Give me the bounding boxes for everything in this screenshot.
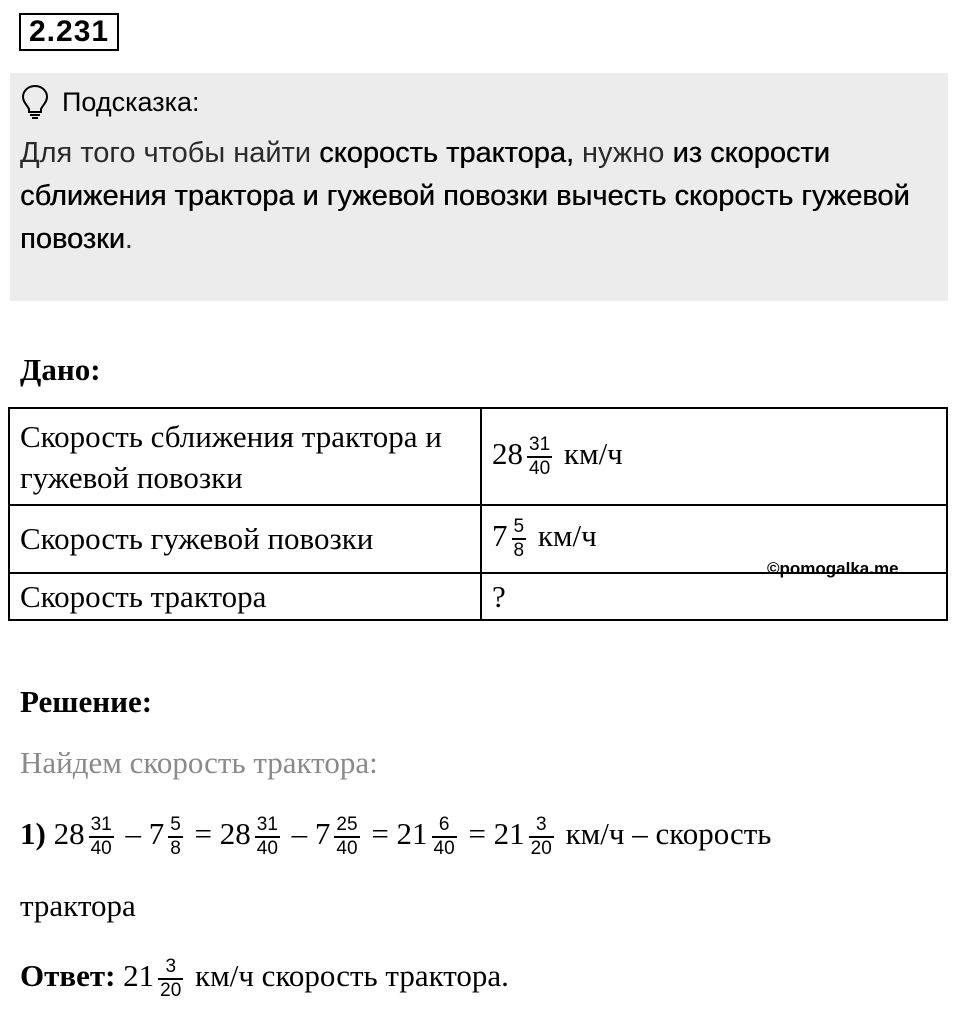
fraction-whole: 7	[314, 816, 331, 851]
fraction-whole: 21	[123, 958, 155, 993]
fraction-whole: 7	[492, 518, 508, 554]
fraction-numerator: 31	[527, 434, 552, 458]
watermark: ©pomogalka.me	[767, 559, 899, 578]
fraction-whole: 21	[396, 816, 428, 851]
unit: км/ч	[537, 518, 597, 554]
step-expression	[53, 813, 558, 859]
given-row-name: Скорость сближения трактора и гужевой повозки	[9, 408, 481, 505]
fraction-whole: 7	[148, 816, 165, 851]
operator: =	[363, 816, 397, 851]
fraction-numerator: 31	[255, 814, 280, 838]
given-row-name: Скорость трактора	[9, 573, 481, 620]
given-label: Дано:	[20, 352, 101, 387]
operator: –	[117, 816, 149, 851]
table-row	[9, 408, 947, 505]
fraction-whole: 28	[53, 816, 85, 851]
fraction-whole: 28	[219, 816, 251, 851]
fraction-denominator: 40	[529, 457, 551, 479]
fraction-numerator: 3	[529, 814, 554, 838]
given-table	[8, 407, 948, 621]
fraction	[529, 814, 554, 860]
operator: =	[186, 816, 220, 851]
fraction-denominator: 40	[256, 837, 278, 859]
fraction	[158, 956, 183, 1002]
lightbulb-icon	[20, 84, 50, 120]
fraction-denominator: 8	[170, 837, 181, 859]
fraction-numerator: 31	[89, 814, 114, 838]
fraction-denominator: 20	[160, 979, 182, 1001]
fraction-numerator: 6	[432, 814, 457, 838]
fraction-whole: 28	[492, 436, 523, 472]
fraction	[512, 516, 527, 562]
given-row-value	[481, 408, 947, 505]
step-intro: Найдем скорость трактора:	[20, 745, 378, 780]
given-row-name: Скорость гужевой повозки	[9, 505, 481, 573]
operator: =	[460, 816, 494, 851]
fraction-whole: 21	[493, 816, 525, 851]
fraction	[255, 814, 280, 860]
given-row-value: ?	[481, 573, 947, 620]
answer-label: Ответ:	[20, 958, 116, 993]
fraction	[432, 814, 457, 860]
fraction-numerator: 5	[512, 516, 527, 540]
fraction-numerator: 5	[168, 814, 183, 838]
fraction	[527, 434, 552, 480]
fraction-denominator: 20	[530, 837, 552, 859]
answer	[20, 946, 509, 1006]
problem-number: 2.231	[19, 13, 119, 51]
fraction-denominator: 40	[433, 837, 455, 859]
fraction-denominator: 40	[336, 837, 358, 859]
hint-title-text: Подсказка:	[62, 86, 200, 117]
hint-segment: нужно	[573, 137, 673, 169]
answer-tail: км/ч скорость трактора.	[195, 958, 509, 993]
unit: км/ч	[563, 436, 623, 472]
hint-segment: Для того чтобы найти	[20, 137, 320, 169]
fraction-denominator: 8	[513, 540, 525, 561]
hint-segment: .	[124, 223, 133, 255]
hint-text	[20, 132, 930, 261]
operator: –	[283, 816, 315, 851]
step-label: 1)	[20, 816, 46, 851]
fraction-numerator: 25	[334, 814, 359, 838]
fraction	[89, 814, 114, 860]
solution-label: Решение:	[20, 684, 153, 719]
fraction	[334, 814, 359, 860]
step-1	[20, 804, 771, 864]
step-1-continuation: трактора	[20, 888, 136, 923]
step-tail: км/ч – скорость	[565, 816, 772, 851]
hint-segment-strong: скорость трактора,	[319, 137, 574, 169]
table-row	[9, 573, 947, 620]
hint-title	[20, 84, 200, 120]
fraction	[168, 814, 183, 860]
fraction-denominator: 40	[90, 837, 112, 859]
hint-segment-strong: из скорости сближения трактора и гужевой повозки вычесть скорость гужевой повозки	[20, 137, 910, 255]
fraction-numerator: 3	[158, 956, 183, 980]
